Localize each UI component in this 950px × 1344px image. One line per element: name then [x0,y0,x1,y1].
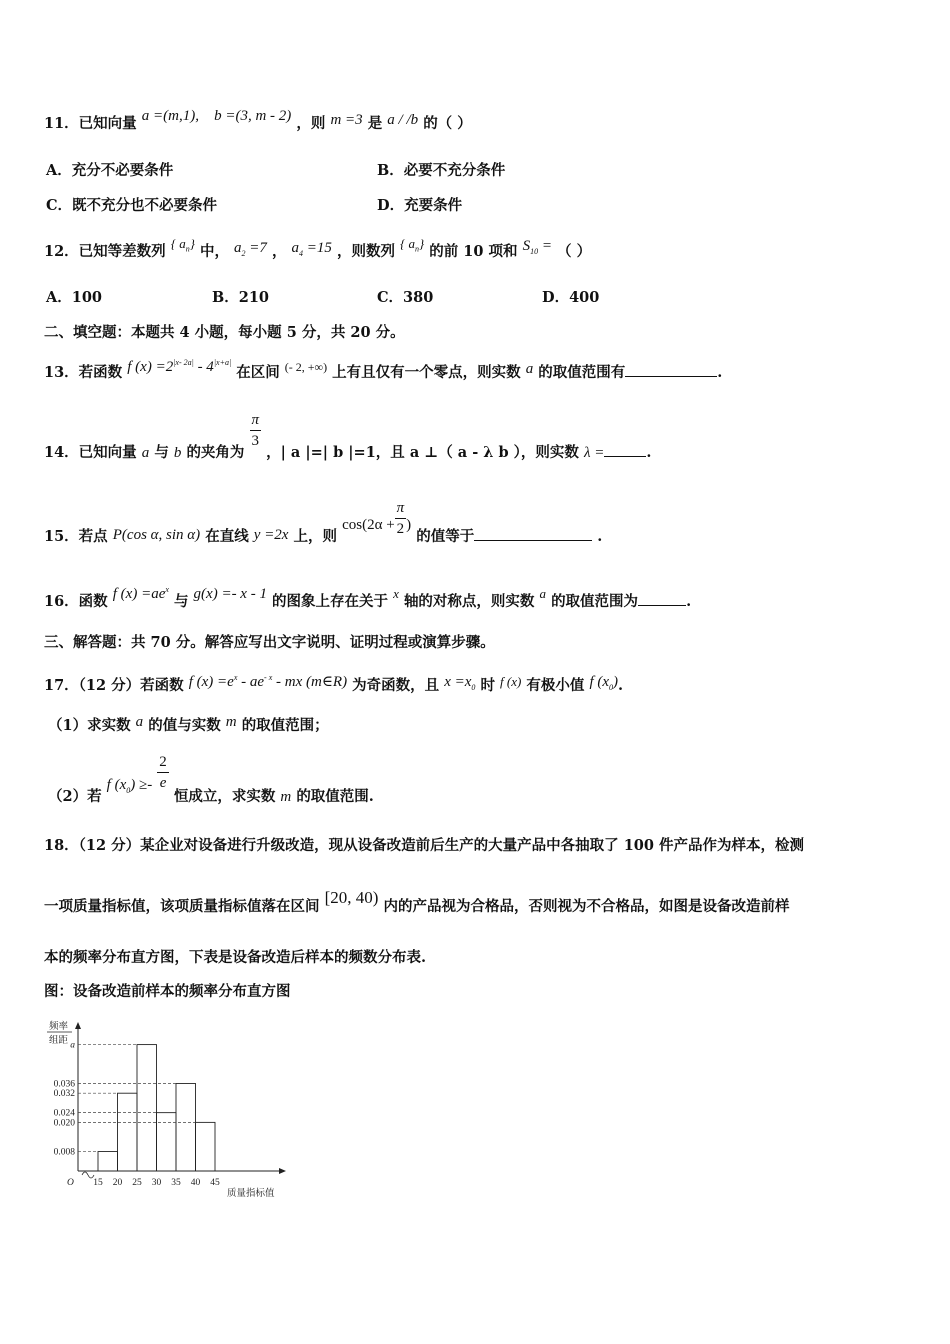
q17-p2-f: f (x [106,776,127,793]
q16-text-e: 的取值范围为 [551,593,639,610]
q16-g: g(x) =- x - 1 [193,586,267,602]
q17-p2-close: ) ≥- [130,776,153,793]
q12-seq-2-sub: n [414,244,419,254]
q17-p1-text-c: 的取值范围； [241,717,329,734]
q17-tail: - mx (m∈R) [272,674,348,690]
q17-p1-text-b: 的值与实数 [148,717,221,734]
q14-den: 3 [251,433,259,449]
q17-fx0-close: ) [613,674,619,690]
histogram-bar-40-45 [196,1122,216,1171]
histogram-bar-35-40 [176,1083,196,1171]
q12-option-d: D．400 [542,289,600,306]
q17-stem [44,668,623,698]
x-tick-label-25: 25 [132,1178,142,1188]
q11-math-b: b =(3, m - 2) [214,108,292,124]
q16-text-c: 的图象上存在关于 [272,593,389,610]
q15-text-a: 15．若点 [44,527,108,545]
q12-seq-2: { a [400,236,415,251]
q14-stem [44,410,652,461]
q18-interval: [20, 40) [324,888,379,907]
x-tick-label-45: 45 [210,1178,220,1188]
q12-sum-sub: 10 [530,247,539,256]
q15-end: . [597,527,603,545]
q15-point: P(cos α, sin α) [112,526,201,543]
q17-part2 [48,752,374,805]
y-tick-label-0.024: 0.024 [53,1108,75,1119]
y-tick-label-a: a [70,1040,75,1051]
q12-a2: a [234,240,242,256]
q17-cond-sub: 0 [471,683,476,692]
axis-break-mark [82,1172,94,1178]
q15-angle-fraction [395,498,407,539]
q14-text-a: 14．已知向量 [44,443,137,461]
q12-text-b: 中， [199,243,229,260]
x-axis-arrow [279,1168,286,1174]
q11-math-a: a =(m,1), [141,108,199,124]
q13-interval: (- 2, +∞) [284,360,328,374]
q17-p2-num: 2 [157,752,169,773]
q12-a2-value: =7 [245,240,267,256]
y-tick-label-0.008: 0.008 [53,1147,75,1158]
q16-end: . [686,593,692,610]
q17-fx0: f (x [589,674,610,690]
q16-a: a [539,586,546,601]
q18-figure-caption: 图：设备改造前样本的频率分布直方图 [44,983,291,1000]
q12-seq-2-close: } [418,236,425,251]
q14-end: . [646,443,652,461]
q13-text-b: 在区间 [236,364,280,381]
x-tick-label-40: 40 [190,1178,201,1188]
q17-p2-sub: 0 [126,785,131,795]
q15-answer-blank[interactable] [474,526,592,541]
q13-minus: - 4 [193,359,214,375]
q14-vec-b: b [173,444,182,461]
q14-vec-a: a [141,444,150,461]
histogram-bar-15-20 [98,1152,118,1171]
q15-cos-close: ) [406,516,412,533]
q13-fx: f (x) =2 [127,359,174,375]
q17-text-b: 为奇函数，且 [352,677,440,694]
q11-text-a: 11．已知向量 [44,115,137,132]
q12-text-f: （ ） [557,243,592,260]
y-axis-arrow [75,1022,81,1029]
q15-pi: π [395,498,407,519]
q12-option-b: B．210 [212,289,270,306]
q17-p1-text-a: （1）求实数 [48,717,131,734]
q11-option-b: B．必要不充分条件 [377,162,506,179]
q12-a4: a [291,240,300,256]
q15-cos: cos(2α + [342,516,395,533]
q17-p2-text-c: 的取值范围. [296,787,374,805]
histogram-chart [42,1012,292,1207]
q17-sup-2: - x [264,673,273,682]
q18-line-2-a: 一项质量指标值，该项质量指标值落在区间 [44,898,320,915]
q12-sum-eq: = [538,238,552,254]
q12-option-a: A．100 [46,289,103,306]
q17-mid: - ae [237,674,265,690]
q17-p1-var-m: m [225,714,237,730]
q12-sum: S [522,238,531,254]
section-3-heading: 三、解答题：共 70 分。解答应写出文字说明、证明过程或演算步骤。 [44,634,495,651]
q18-line-2-b: 内的产品视为合格品，否则视为不合格品，如图是设备改造前样 [383,898,790,915]
q17-fx0-sub: 0 [609,683,614,692]
q13-text-d: 的取值范围有 [538,364,626,381]
q16-stem [44,580,692,610]
q18-line-1: 18．（12 分）某企业对设备进行升级改造，现从设备改造前后生产的大量产品中各抽取了 100 件产品作为样本，检测 [44,837,805,854]
q13-stem [44,359,722,383]
q12-a4-value: =15 [303,240,332,256]
q15-text-c: 上，则 [293,527,338,545]
y-tick-label-0.032: 0.032 [53,1089,75,1100]
q14-answer-blank[interactable] [604,442,646,457]
histogram-bar-25-30 [137,1045,157,1171]
q18-line-3: 本的频率分布直方图，下表是设备改造后样本的频数分布表. [44,949,427,966]
q11-option-c: C．既不充分也不必要条件 [46,197,218,214]
q17-end: . [618,677,624,694]
q14-pi: π [250,410,262,431]
q11-text-d: 的（ ） [423,115,472,132]
q12-text-d: ，则数列 [336,243,395,260]
q17-part1 [48,716,329,736]
q13-text-c: 上有且仅有一个零点，则实数 [332,364,521,381]
q16-answer-blank[interactable] [638,591,686,606]
q12-stem [44,236,592,268]
q12-text-a: 12．已知等差数列 [44,243,166,260]
q13-var: a [525,361,534,377]
q11-math-d: a / /b [387,112,419,128]
q15-stem [44,496,603,545]
q12-text-e: 的前 10 项和 [429,243,518,260]
x-tick-label-15: 15 [93,1178,103,1188]
q17-text-a: 17．（12 分）若函数 [44,677,184,694]
q16-text-d: 轴的对称点，则实数 [403,593,535,610]
q12-a4-sub: 4 [299,249,304,258]
q15-text-b: 在直线 [205,527,249,545]
x-tick-label-35: 35 [171,1178,181,1188]
q17-p2-fraction [157,752,169,793]
q11-option-a: A．充分不必要条件 [46,162,174,179]
q14-angle-fraction [250,410,262,451]
x-axis-label: 质量指标值 [227,1189,275,1199]
q12-seq-sub: n [185,244,190,254]
q15-den: 2 [396,521,405,537]
histogram-bar-30-35 [157,1113,177,1171]
q13-end: . [717,364,723,381]
q17-p2-text-a: （2）若 [48,787,102,805]
q16-f-sup: x [165,585,169,594]
q14-text-c: 的夹角为 [186,443,245,461]
q17-p2-text-b: 恒成立，求实数 [173,787,276,805]
origin-label: O [67,1178,74,1188]
q17-p1-var-a: a [135,714,144,730]
q17-text-d: 有极小值 [526,677,585,694]
q17-sup-1: x [233,673,238,682]
q18-line-2 [44,888,790,915]
q14-text-d: ，| a |=| b |=1，且 a ⊥（ a - λ b ），则实数 [266,443,579,461]
q16-text-b: 与 [173,593,189,610]
section-2-heading: 二、填空题：本题共 4 小题，每小题 5 分，共 20 分。 [44,324,405,341]
y-tick-label-0.036: 0.036 [53,1079,75,1090]
x-tick-label-30: 30 [151,1178,162,1188]
q13-sup-2: |x+a| [213,358,232,367]
q11-option-d: D．充要条件 [377,197,463,214]
q17-text-c: 时 [480,677,495,694]
q13-text-a: 13．若函数 [44,364,123,381]
y-label-top: 频率 [49,1022,69,1032]
q12-a2-sub: 2 [241,249,246,258]
q17-f: f (x) =e [188,674,234,690]
q17-p2-den: e [159,775,167,791]
q15-text-d: 的值等于 [416,527,475,545]
q12-option-c: C．380 [377,289,434,306]
q16-x: x [393,586,399,601]
q12-seq: { a [170,236,186,251]
q17-p2-var-m: m [280,788,292,805]
q11-text-c: 是 [367,115,383,132]
q14-text-b: 与 [154,443,169,461]
q14-lambda: λ = [583,444,605,461]
histogram-bar-20-25 [118,1093,138,1171]
q12-seq-close: } [189,236,195,251]
y-label-bottom: 组距 [49,1036,69,1046]
q16-f: f (x) =ae [112,586,166,602]
q11-stem [44,108,472,134]
q17-cond: x =x [444,674,472,690]
q13-answer-blank[interactable] [625,362,717,377]
q11-text-b: ，则 [296,115,326,132]
q11-math-c: m =3 [330,112,363,128]
q12-text-c: ， [271,243,287,260]
q13-sup-1: |x- 2a| [173,358,194,367]
q17-fx: f (x) [500,674,522,689]
x-tick-label-20: 20 [112,1178,123,1188]
q16-text-a: 16．函数 [44,593,108,610]
q15-line: y =2x [253,526,289,543]
y-tick-label-0.020: 0.020 [53,1118,75,1129]
